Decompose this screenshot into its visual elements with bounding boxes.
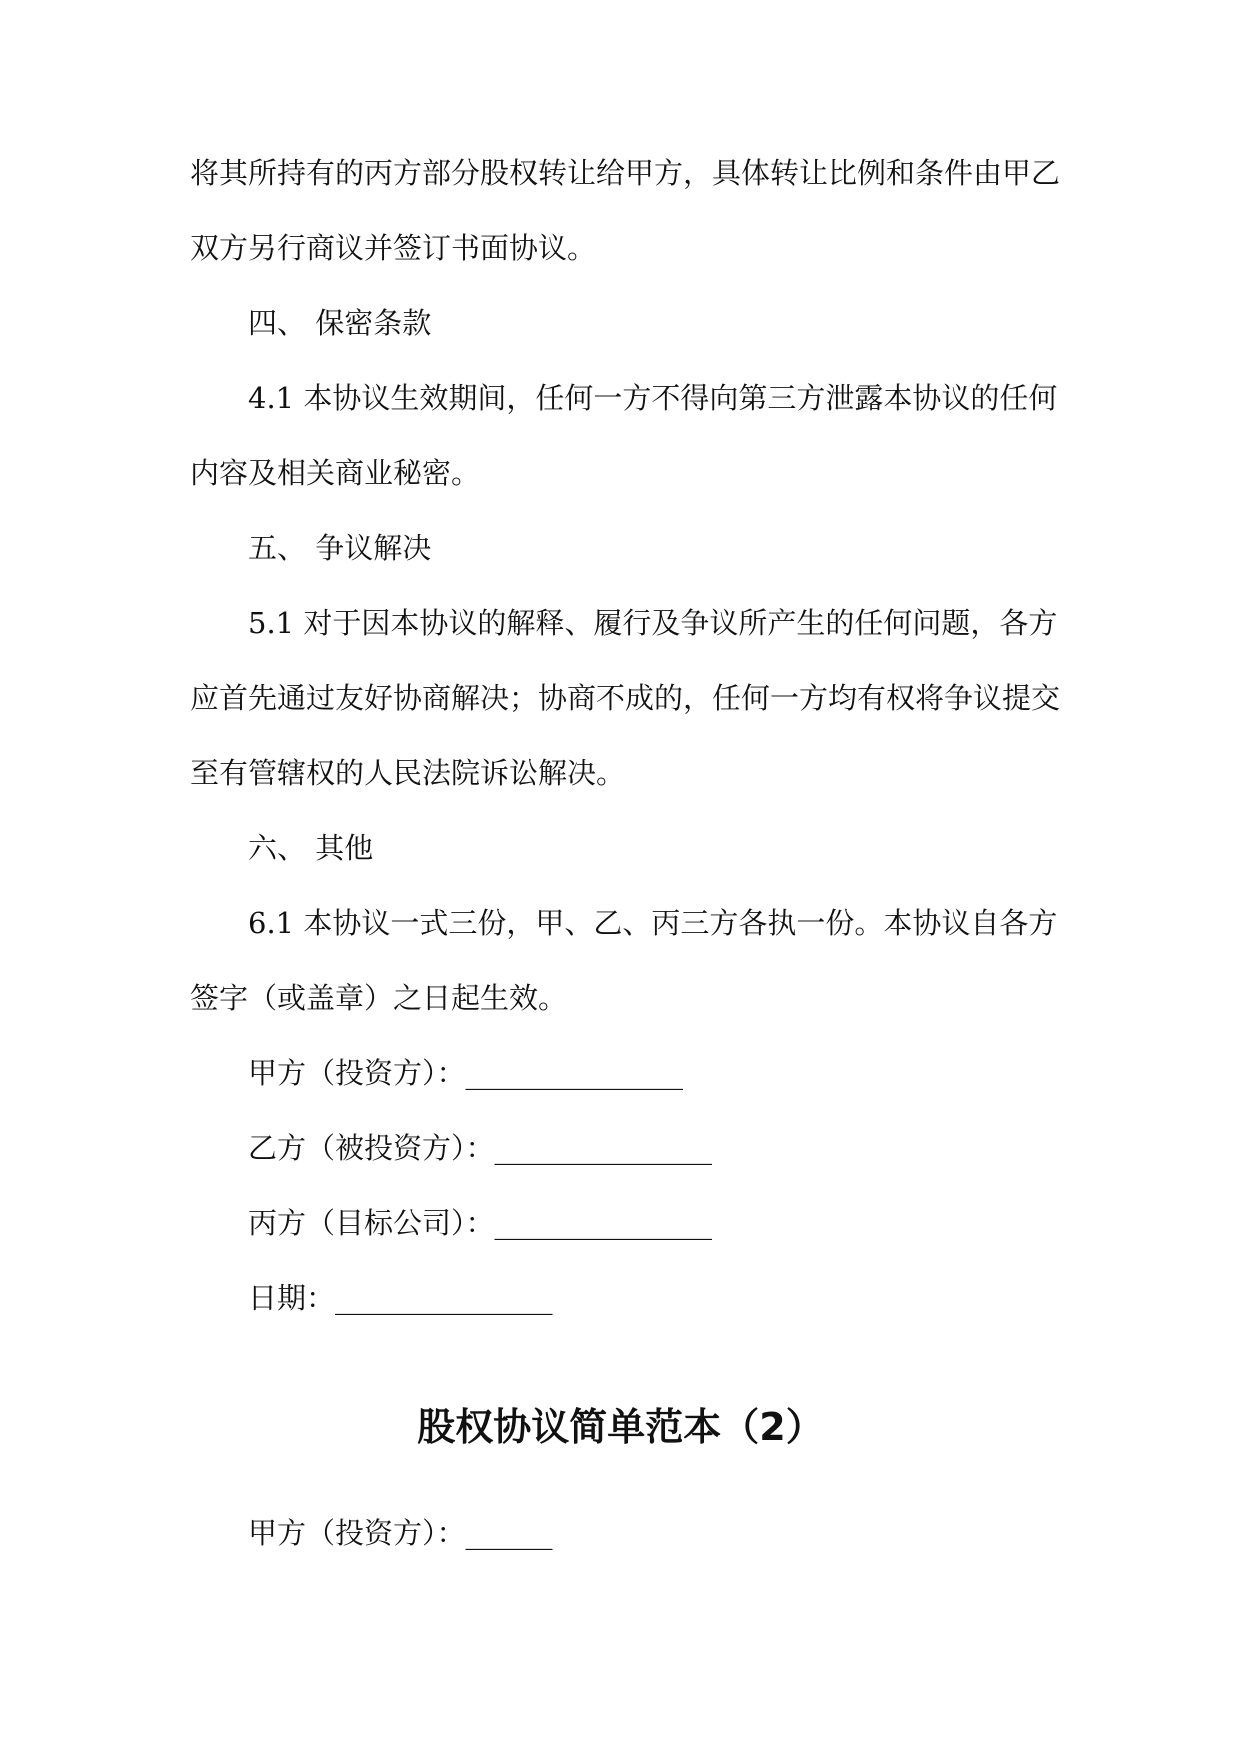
clause-4-1: 4.1 本协议生效期间，任何一方不得向第三方泄露本协议的任何 [248,381,1058,415]
paragraph-line: 双方另行商议并签订书面协议。 [190,231,597,265]
paragraph-line: 至有管辖权的人民法院诉讼解决。 [190,756,626,790]
paragraph-line: 内容及相关商业秘密。 [190,456,481,490]
section-heading-dispute: 五、 争议解决 [248,531,432,565]
section-heading-confidentiality: 四、 保密条款 [248,306,432,340]
signature-date: 日期：_______________ [248,1281,553,1315]
clause-5-1: 5.1 对于因本协议的解释、履行及争议所产生的任何问题，各方 [248,606,1058,640]
paragraph-line: 应首先通过友好协商解决；协商不成的，任何一方均有权将争议提交 [190,681,1061,715]
signature-party-c: 丙方（目标公司）：_______________ [248,1206,713,1240]
document-title: 股权协议简单范本（2） [417,1405,824,1449]
signature-party-a: 甲方（投资方）：_______________ [248,1056,684,1090]
section-heading-other: 六、 其他 [248,831,374,865]
clause-6-1: 6.1 本协议一式三份，甲、乙、丙三方各执一份。本协议自各方 [248,906,1058,940]
party-a-line: 甲方（投资方）：______ [248,1516,553,1550]
signature-party-b: 乙方（被投资方）：_______________ [248,1131,713,1165]
paragraph-line: 将其所持有的丙方部分股权转让给甲方，具体转让比例和条件由甲乙 [190,156,1061,190]
paragraph-line: 签字（或盖章）之日起生效。 [190,981,568,1015]
